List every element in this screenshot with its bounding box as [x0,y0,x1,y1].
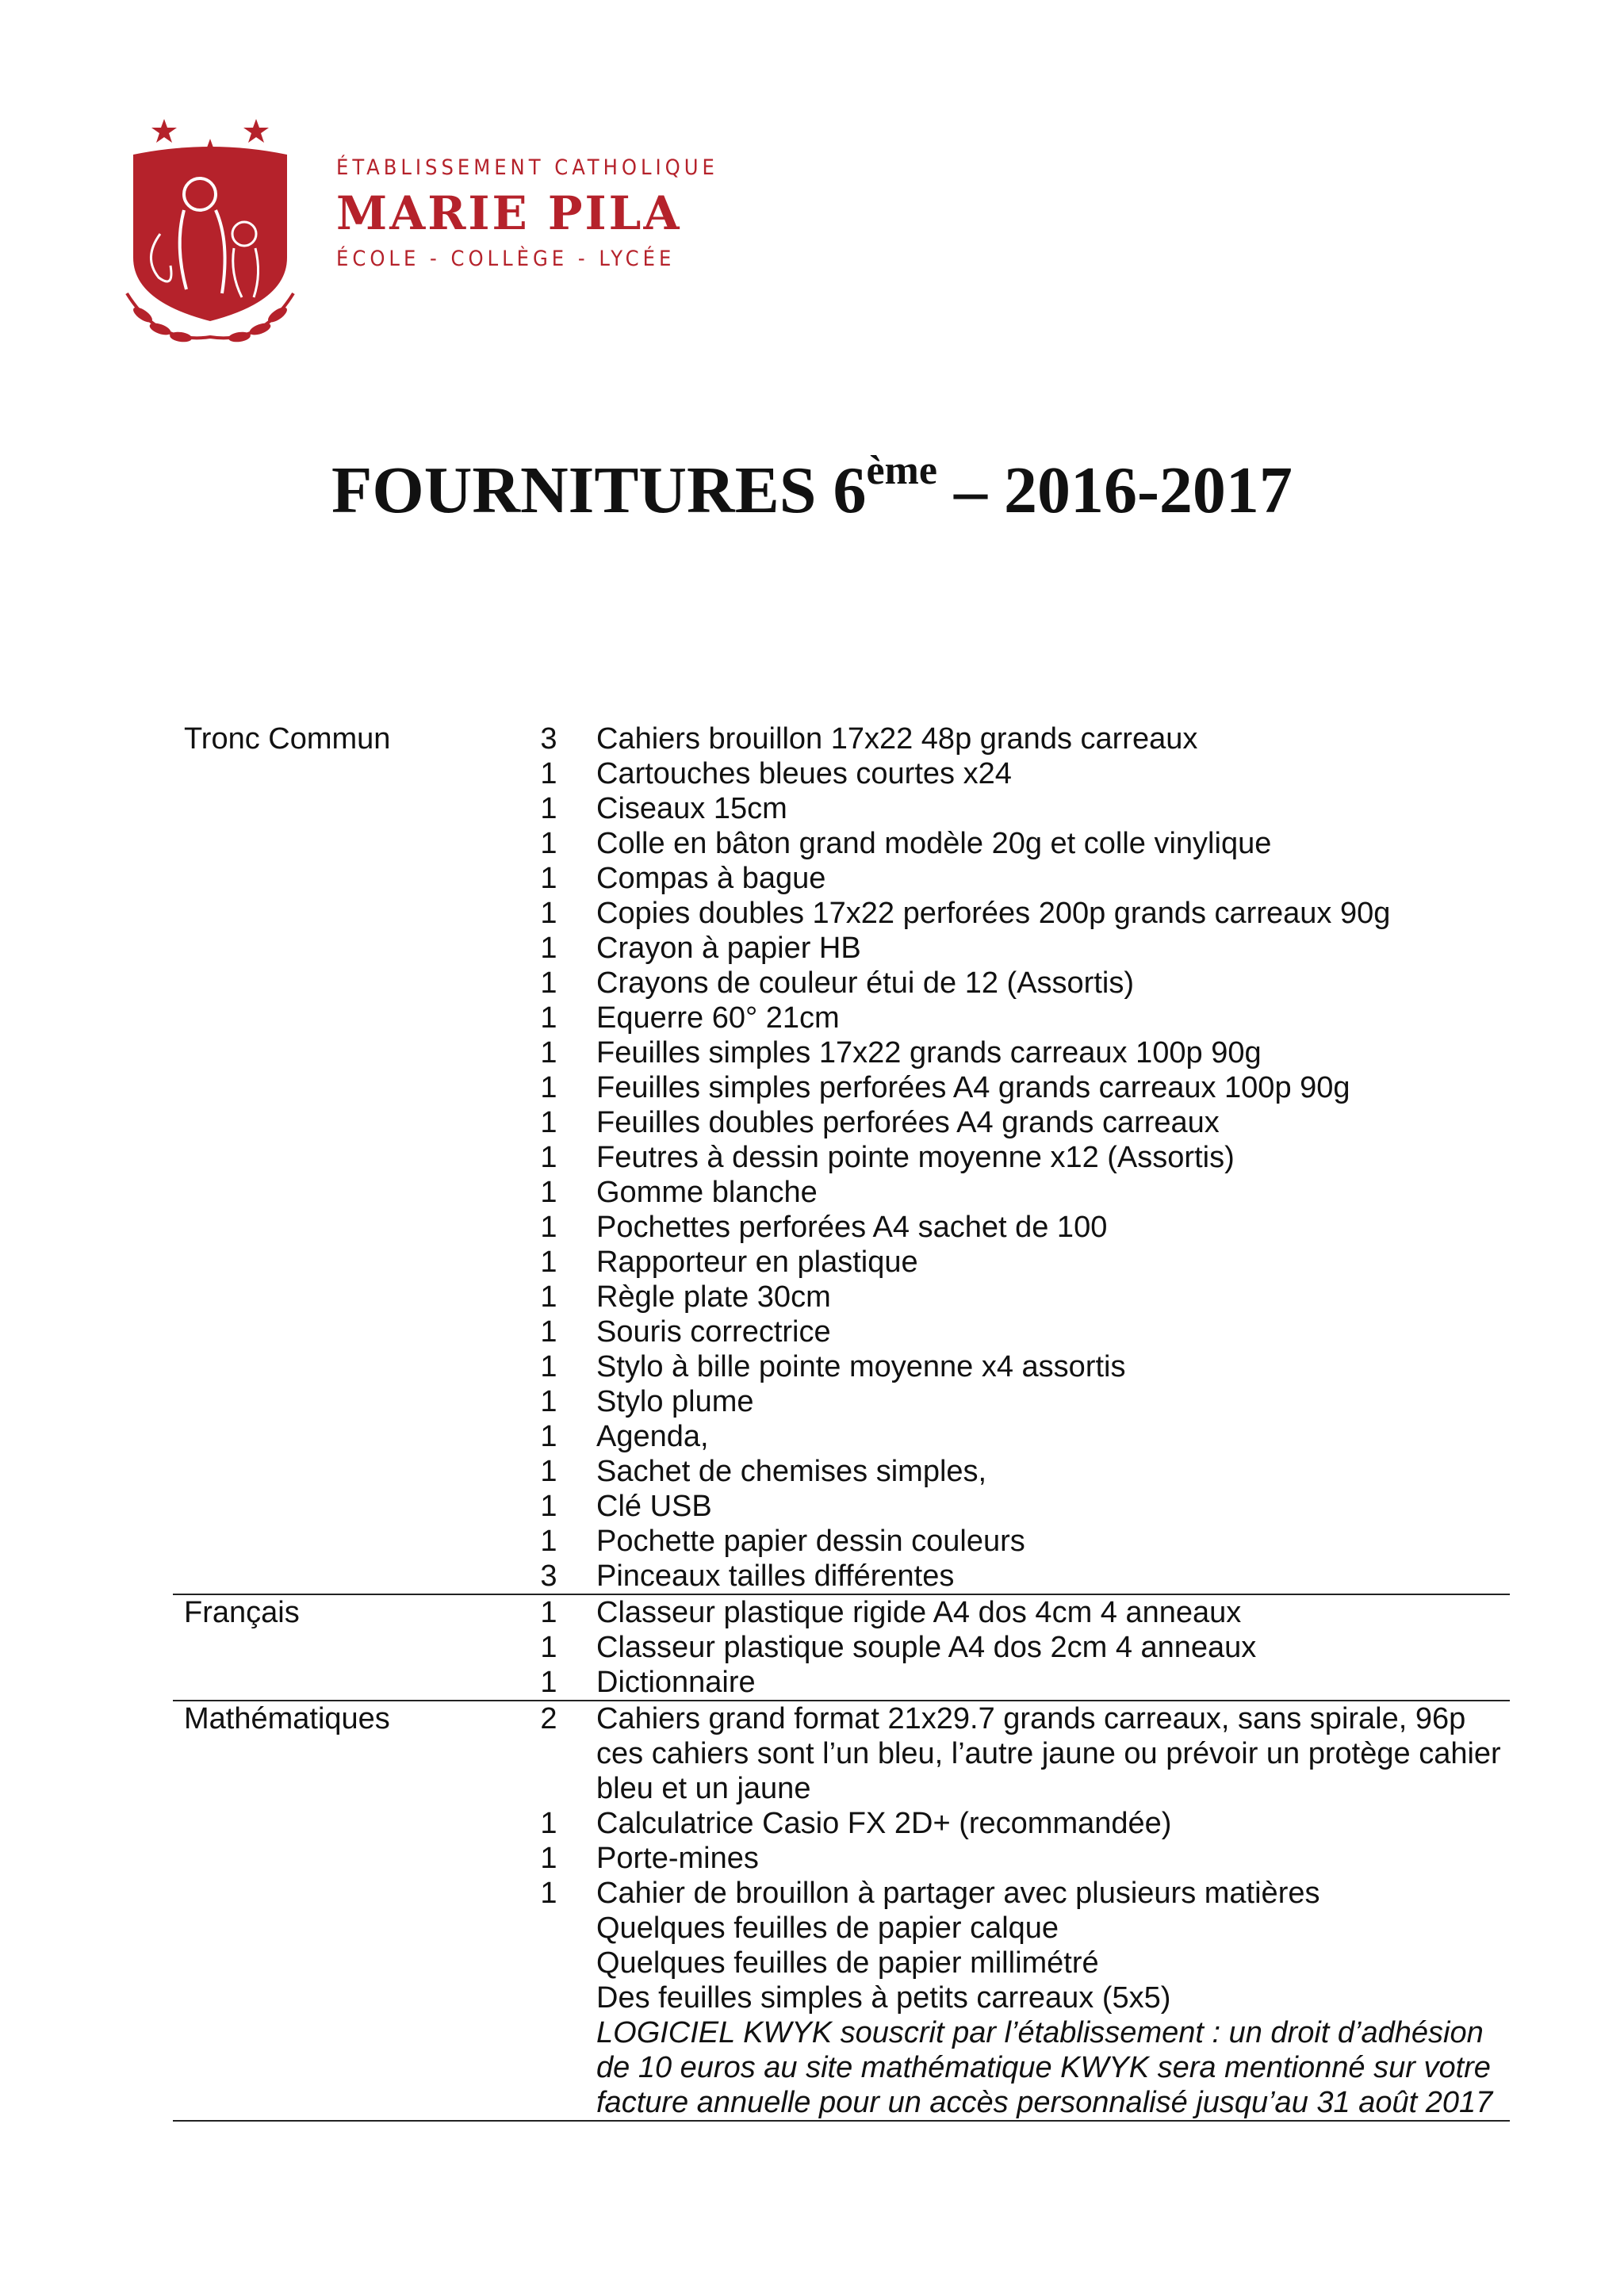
supply-item-text: de 10 euros au site mathématique KWYK sera mentionné sur votre [596,2051,1491,2084]
supply-quantity: 1 [540,1350,557,1383]
supply-quantity: 1 [540,1596,557,1629]
supply-row [173,721,1510,756]
supply-row [173,1210,1510,1245]
supply-row [173,1280,1510,1314]
supply-item-text: Gomme blanche [596,1176,818,1209]
supply-row [173,1001,1510,1035]
supply-item-text: Colle en bâton grand modèle 20g et colle vinylique [596,827,1272,860]
supply-item-text: Quelques feuilles de papier millimétré [596,1946,1099,1980]
supply-row [173,1665,1510,1700]
title-superscript: ème [866,448,937,493]
supply-quantity: 1 [540,1877,557,1910]
section-name: Mathématiques [184,1702,390,1735]
supply-item-text: Dictionnaire [596,1666,756,1699]
supply-quantity: 3 [540,722,557,756]
supply-quantity: 1 [540,1842,557,1875]
supply-item-text: Compas à bague [596,862,826,895]
supply-quantity: 1 [540,792,557,825]
supply-quantity: 1 [540,1631,557,1664]
supply-quantity: 1 [540,1420,557,1453]
supply-quantity: 1 [540,1176,557,1209]
star-icon [243,119,269,143]
supply-quantity: 1 [540,966,557,1000]
supply-row [173,1806,1510,1841]
supply-quantity: 1 [540,1071,557,1104]
supply-item-text: Stylo plume [596,1385,754,1418]
supply-row [173,1911,1510,1946]
supply-row [173,1701,1510,1806]
supply-item-text: Ciseaux 15cm [596,792,787,825]
school-brand [336,155,718,271]
supply-row [173,1245,1510,1280]
supply-quantity: 1 [540,827,557,860]
supply-quantity: 1 [540,1036,557,1070]
supply-item-text: Règle plate 30cm [596,1280,831,1314]
supply-row [173,1876,1510,1911]
supply-item-text: Clé USB [596,1490,712,1523]
supply-item-text: ces cahiers sont l’un bleu, l’autre jaune ou prévoir un protège cahier [596,1737,1501,1770]
supply-quantity: 1 [540,1106,557,1139]
supply-item-text: Crayons de couleur étui de 12 (Assortis) [596,966,1134,1000]
supply-item-text: Classeur plastique souple A4 dos 2cm 4 anneaux [596,1631,1257,1664]
supply-quantity: 1 [540,1001,557,1035]
supply-item-text: bleu et un jaune [596,1772,811,1805]
supply-item-text: Stylo à bille pointe moyenne x4 assortis [596,1350,1126,1383]
supply-item-text: Equerre 60° 21cm [596,1001,840,1035]
supply-row [173,2015,1510,2120]
supply-quantity: 1 [540,1455,557,1488]
supply-item-text: Pinceaux tailles différentes [596,1559,955,1593]
supply-row [173,826,1510,861]
supply-row [173,756,1510,791]
supply-quantity: 3 [540,1559,557,1593]
supply-quantity: 1 [540,1385,557,1418]
section-name: Français [184,1596,300,1629]
supply-row [173,896,1510,931]
supply-quantity: 1 [540,1490,557,1523]
supply-item-text: Sachet de chemises simples, [596,1455,987,1488]
supply-quantity: 1 [540,862,557,895]
supply-row [173,1841,1510,1876]
brand-subtitle: ÉTABLISSEMENT CATHOLIQUE [336,155,718,180]
supply-item-text: Cahiers grand format 21x29.7 grands carreaux, sans spirale, 96p [596,1702,1466,1735]
supply-item-text: Des feuilles simples à petits carreaux (5x5) [596,1981,1171,2015]
supply-quantity: 1 [540,1315,557,1349]
supply-item-text: Cartouches bleues courtes x24 [596,757,1012,790]
supply-item-text: Pochettes perforées A4 sachet de 100 [596,1211,1108,1244]
supply-item-text: Feuilles simples 17x22 grands carreaux 100p 90g [596,1036,1262,1070]
page-title [0,448,1624,529]
supply-row [173,1175,1510,1210]
supply-row [173,1595,1510,1630]
supply-row [173,1946,1510,1980]
supply-item-text: LOGICIEL KWYK souscrit par l’établissement : un droit d’adhésion [596,2016,1484,2049]
supply-row [173,1454,1510,1489]
supply-section [173,1595,1510,1701]
supply-item-text: Quelques feuilles de papier calque [596,1911,1059,1945]
supply-item-text: facture annuelle pour un accès personnalisé jusqu’au 31 août 2017 [596,2086,1493,2119]
school-name: MARIE PILA [336,186,682,240]
school-crest-icon [111,107,309,353]
supply-row [173,1419,1510,1454]
supply-item-text: Souris correctrice [596,1315,831,1349]
supply-quantity: 1 [540,1246,557,1279]
supply-row [173,791,1510,826]
supply-item-text: Copies doubles 17x22 perforées 200p grands carreaux 90g [596,897,1391,930]
supply-section [173,721,1510,1595]
supply-row [173,1035,1510,1070]
supply-quantity: 1 [540,1666,557,1699]
supply-row [173,1489,1510,1524]
supply-item-text: Calculatrice Casio FX 2D+ (recommandée) [596,1807,1172,1840]
supply-row [173,1070,1510,1105]
supply-quantity: 1 [540,1211,557,1244]
supply-item-text: Porte-mines [596,1842,759,1875]
supply-row [173,1384,1510,1419]
supply-row [173,1105,1510,1140]
title-suffix: – 2016-2017 [936,453,1293,527]
supply-quantity: 1 [540,1280,557,1314]
supply-row [173,1980,1510,2015]
supply-row [173,1140,1510,1175]
supply-item-text: Agenda, [596,1420,709,1453]
supply-item-text: Crayon à papier HB [596,932,861,965]
supply-item-text: Feuilles doubles perforées A4 grands carreaux [596,1106,1220,1139]
supply-item-text: Pochette papier dessin couleurs [596,1525,1025,1558]
supply-item-text: Cahier de brouillon à partager avec plusieurs matières [596,1877,1320,1910]
supply-item-text: Cahiers brouillon 17x22 48p grands carreaux [596,722,1198,756]
supply-quantity: 1 [540,757,557,790]
supply-quantity: 1 [540,932,557,965]
supply-row [173,1559,1510,1594]
supply-quantity: 1 [540,1525,557,1558]
supply-row [173,931,1510,966]
supply-quantity: 1 [540,897,557,930]
supply-quantity: 1 [540,1141,557,1174]
supply-row [173,1524,1510,1559]
supply-row [173,1630,1510,1665]
supply-section [173,1701,1510,2122]
star-icon [151,119,177,143]
supply-item-text: Classeur plastique rigide A4 dos 4cm 4 anneaux [596,1596,1242,1629]
supply-row [173,1349,1510,1384]
supply-row [173,1314,1510,1349]
supply-item-text: Rapporteur en plastique [596,1246,918,1279]
section-name: Tronc Commun [184,722,391,756]
supply-row [173,861,1510,896]
supply-item-text: Feuilles simples perforées A4 grands carreaux 100p 90g [596,1071,1350,1104]
supply-quantity: 1 [540,1807,557,1840]
supplies-table [173,721,1510,2122]
supply-quantity: 2 [540,1702,557,1735]
title-prefix: FOURNITURES 6 [331,453,867,527]
brand-levels: ÉCOLE - COLLÈGE - LYCÉE [336,247,676,271]
supply-row [173,966,1510,1001]
supply-item-text: Feutres à dessin pointe moyenne x12 (Assortis) [596,1141,1235,1174]
